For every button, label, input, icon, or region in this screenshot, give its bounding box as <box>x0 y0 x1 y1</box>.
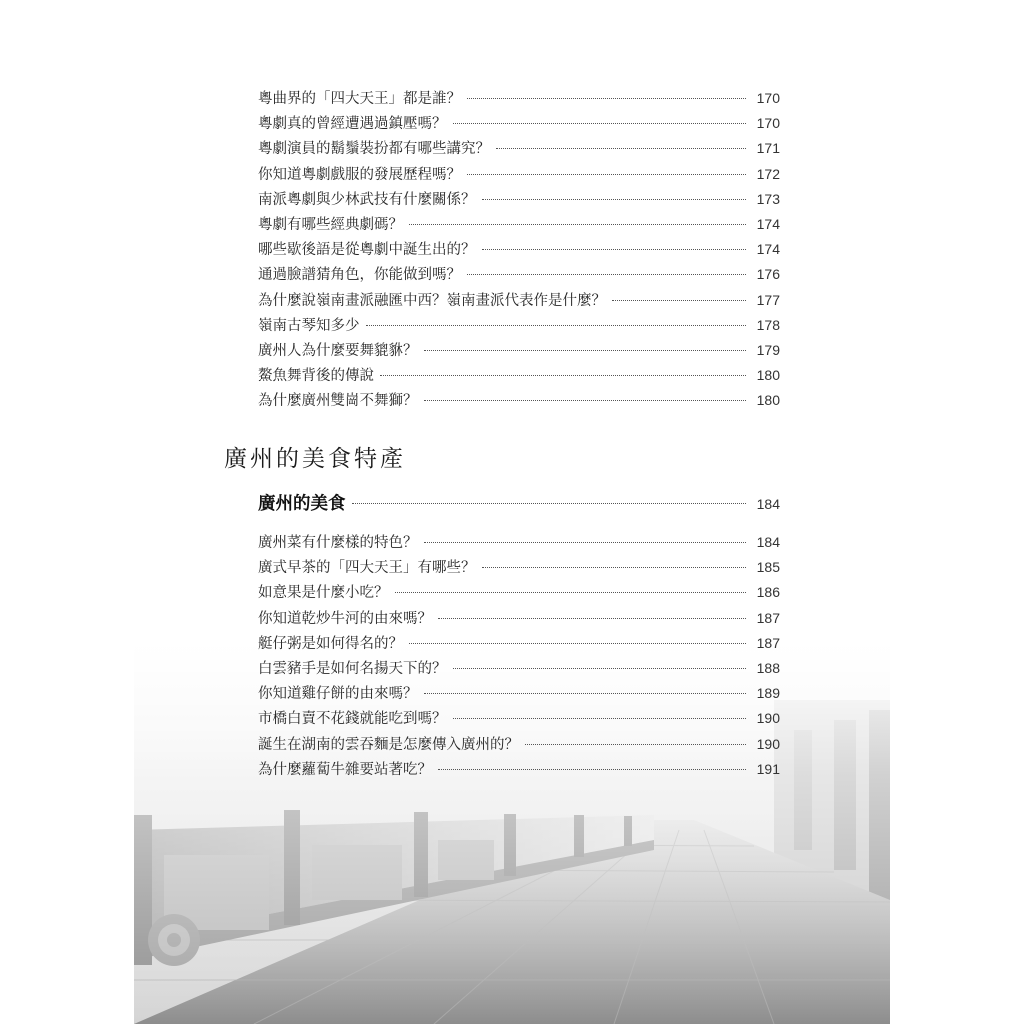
toc-entry[interactable] <box>258 580 780 605</box>
toc-entry-page: 180 <box>756 392 780 409</box>
toc-entry-page: 174 <box>756 241 780 258</box>
dot-leader <box>352 503 747 504</box>
toc-entry[interactable] <box>258 187 780 212</box>
toc-entry-page: 170 <box>756 115 780 132</box>
toc-entry-page: 186 <box>756 584 780 601</box>
toc-entry[interactable] <box>258 732 780 757</box>
toc-entry[interactable] <box>258 681 780 706</box>
dot-leader <box>467 274 746 275</box>
dot-leader <box>438 769 746 770</box>
toc-entry-title: 艇仔粥是如何得名的？ <box>258 635 403 652</box>
dot-leader <box>409 224 746 225</box>
toc-entry-title: 廣州菜有什麼樣的特色？ <box>258 535 418 551</box>
toc-entry[interactable] <box>258 656 780 681</box>
toc-entry-page: 184 <box>756 534 780 550</box>
toc-entry[interactable] <box>258 338 780 363</box>
toc-entry-page: 185 <box>756 559 780 576</box>
chapter-title: 廣州的美食特產 <box>224 446 406 472</box>
toc-entry-page: 173 <box>756 190 780 207</box>
dot-leader <box>380 375 746 376</box>
toc-entry-title: 你知道乾炒牛河的由來嗎？ <box>258 610 432 627</box>
toc-entry-page: 187 <box>756 634 780 651</box>
toc-entry-title: 為什麼說嶺南畫派融匯中西？嶺南畫派代表作是什麼？ <box>258 292 606 309</box>
toc-entry-page: 190 <box>756 735 780 752</box>
toc-entry-title: 哪些歇後語是從粵劇中誕生出的？ <box>258 242 476 259</box>
dot-leader <box>424 693 747 694</box>
toc-entry[interactable] <box>258 288 780 313</box>
toc-entry-page: 171 <box>756 140 780 157</box>
toc-entry[interactable] <box>258 388 780 413</box>
dot-leader <box>424 542 747 543</box>
toc-entry-page: 187 <box>756 609 780 626</box>
dot-leader <box>453 718 747 719</box>
toc-entry-title: 粵劇真的曾經遭遇過鎮壓嗎？ <box>258 116 447 133</box>
dot-leader <box>438 618 746 619</box>
toc-entry[interactable] <box>258 530 780 555</box>
toc-entry[interactable] <box>258 212 780 237</box>
toc-entry-page: 178 <box>756 316 780 333</box>
toc-list-part2 <box>258 530 780 782</box>
toc-entry-title: 鰲魚舞背後的傳說 <box>258 368 374 385</box>
dot-leader <box>424 400 747 401</box>
toc-entry-title: 廣式早茶的「四大天王」有哪些？ <box>258 560 476 577</box>
toc-entry[interactable] <box>258 162 780 187</box>
toc-entry-title: 嶺南古琴知多少 <box>258 317 360 334</box>
dot-leader <box>525 744 746 745</box>
dot-leader <box>467 98 746 99</box>
toc-entry-page: 179 <box>756 341 780 358</box>
toc-entry-title: 粵曲界的「四大天王」都是誰？ <box>258 91 461 107</box>
toc-entry-page: 190 <box>756 710 780 727</box>
toc-entry-title: 廣州人為什麼要舞貔貅？ <box>258 342 418 359</box>
toc-entry[interactable] <box>258 136 780 161</box>
toc-entry-title: 你知道粵劇戲服的發展歷程嗎？ <box>258 166 461 183</box>
toc-entry[interactable] <box>258 363 780 388</box>
dot-leader <box>612 300 746 301</box>
toc-entry-title: 如意果是什麼小吃？ <box>258 585 389 602</box>
toc-entry[interactable] <box>258 262 780 287</box>
section-heading[interactable] <box>258 490 780 518</box>
toc-entry-page: 188 <box>756 659 780 676</box>
dot-leader <box>482 249 747 250</box>
toc-entry-title: 市橋白賣不花錢就能吃到嗎？ <box>258 711 447 728</box>
toc-entry[interactable] <box>258 757 780 782</box>
toc-entry[interactable] <box>258 631 780 656</box>
toc-entry-page: 174 <box>756 215 780 232</box>
toc-entry[interactable] <box>258 606 780 631</box>
toc-entry[interactable] <box>258 111 780 136</box>
toc-entry-title: 粵劇有哪些經典劇碼？ <box>258 216 403 233</box>
toc-entry-page: 170 <box>756 90 780 106</box>
dot-leader <box>482 199 747 200</box>
dot-leader <box>424 350 747 351</box>
dot-leader <box>409 643 746 644</box>
toc-entry-page: 189 <box>756 685 780 702</box>
toc-entry-page: 177 <box>756 291 780 308</box>
toc-entry-title: 白雲豬手是如何名揚天下的？ <box>258 660 447 677</box>
dot-leader <box>453 668 747 669</box>
toc-entry-page: 172 <box>756 165 780 182</box>
toc-entry[interactable] <box>258 237 780 262</box>
dot-leader <box>482 567 747 568</box>
toc-entry-title: 南派粵劇與少林武技有什麼關係？ <box>258 191 476 208</box>
dot-leader <box>395 592 747 593</box>
toc-entry-title: 粵劇演員的鬍鬚裝扮都有哪些講究？ <box>258 141 490 158</box>
toc-entry[interactable] <box>258 313 780 338</box>
toc-entry-title: 誕生在湖南的雲吞麵是怎麼傳入廣州的？ <box>258 736 519 753</box>
toc-entry-title: 為什麼蘿蔔牛雜要站著吃？ <box>258 761 432 778</box>
dot-leader <box>496 148 746 149</box>
dot-leader <box>366 325 747 326</box>
toc-entry-title: 為什麼廣州雙崗不舞獅？ <box>258 393 418 410</box>
dot-leader <box>467 174 746 175</box>
toc-entry-title: 通過臉譜猜角色，你能做到嗎？ <box>258 267 461 284</box>
toc-entry-title: 你知道雞仔餅的由來嗎？ <box>258 686 418 703</box>
toc-list-part1 <box>258 86 780 413</box>
toc-entry-page: 176 <box>756 266 780 283</box>
toc-entry-page: 191 <box>756 760 780 777</box>
section-page: 184 <box>756 496 780 512</box>
toc-entry[interactable] <box>258 86 780 111</box>
section-title: 廣州的美食 <box>258 494 346 514</box>
toc-entry[interactable] <box>258 706 780 731</box>
toc-entry[interactable] <box>258 555 780 580</box>
dot-leader <box>453 123 747 124</box>
toc-entry-page: 180 <box>756 367 780 384</box>
